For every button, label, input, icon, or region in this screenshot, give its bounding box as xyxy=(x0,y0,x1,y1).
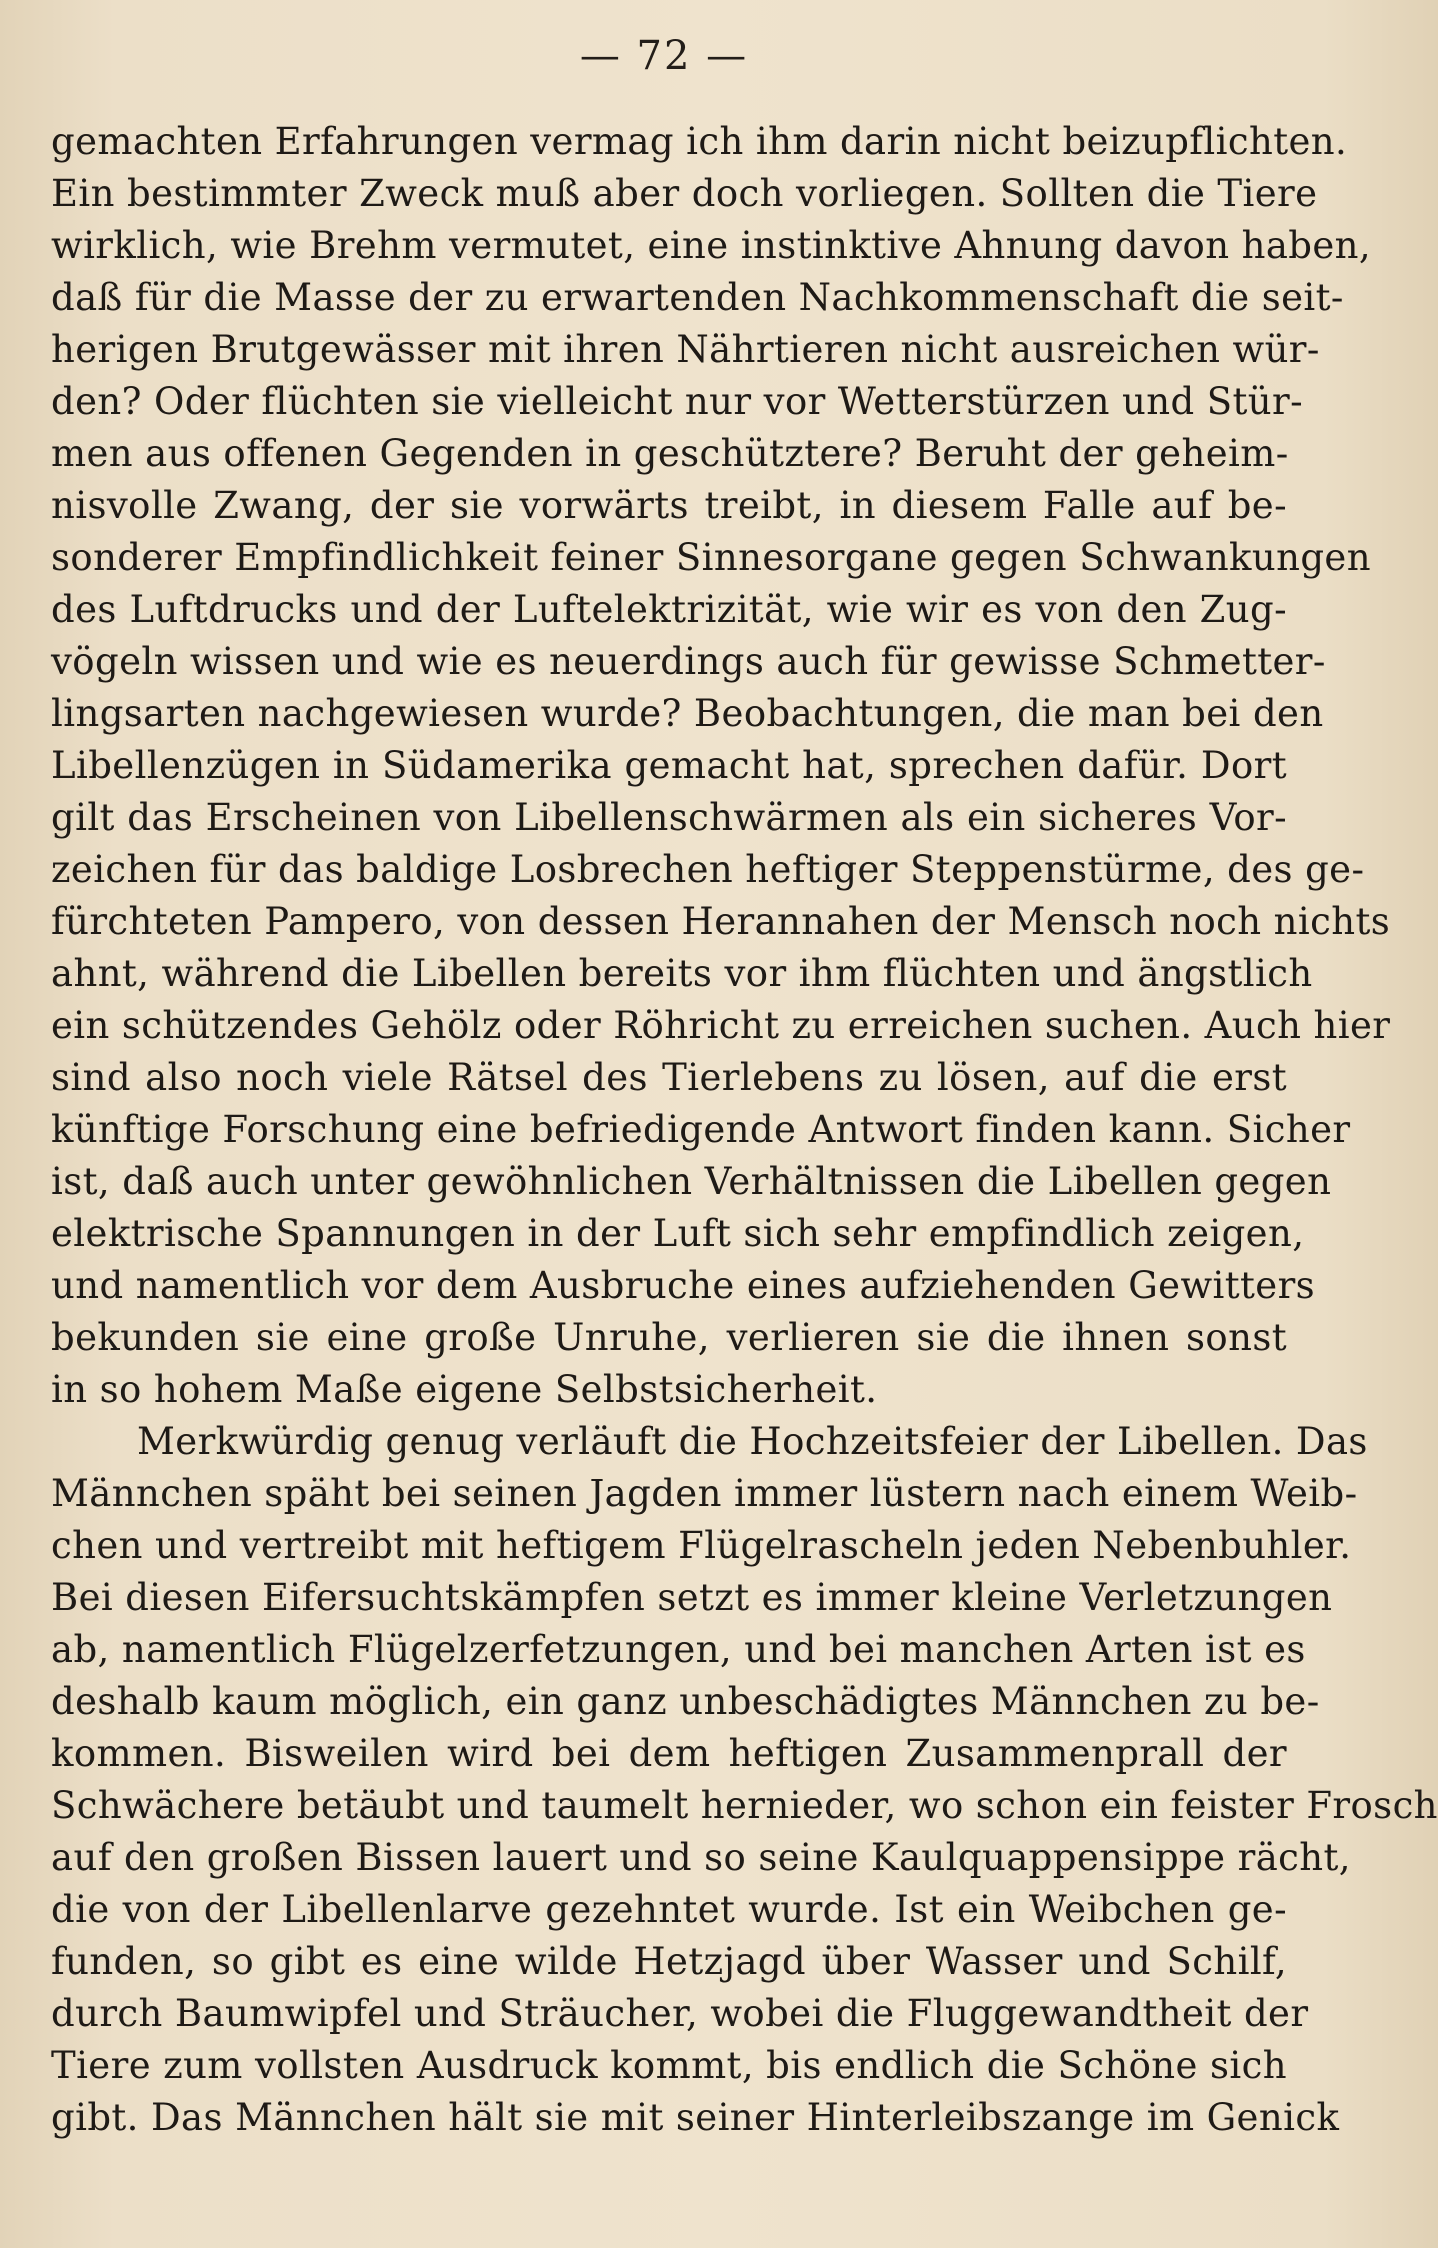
text-line: gibt. Das Männchen hält sie mit seiner Hinterleibszange im Genick xyxy=(51,2096,1340,2139)
page-number: — 72 — xyxy=(579,33,749,79)
text-line: herigen Brutgewässer mit ihren Nährtieren nicht ausreichen wür- xyxy=(51,328,1320,371)
text-line: kommen. Bisweilen wird bei dem heftigen Zusammenprall der xyxy=(51,1732,1287,1775)
paragraph-1 xyxy=(51,116,1391,1416)
text-line: auf den großen Bissen lauert und so seine Kaulquappensippe rächt, xyxy=(51,1836,1351,1879)
text-line: chen und vertreibt mit heftigem Flügelrascheln jeden Nebenbuhler. xyxy=(51,1524,1352,1567)
text-line: ist, daß auch unter gewöhnlichen Verhältnissen die Libellen gegen xyxy=(51,1160,1332,1203)
text-line: funden, so gibt es eine wilde Hetzjagd über Wasser und Schilf, xyxy=(51,1940,1287,1983)
text-line: Libellenzügen in Südamerika gemacht hat, sprechen dafür. Dort xyxy=(51,744,1287,787)
text-line: Schwächere betäubt und taumelt hernieder, wo schon ein feister Frosch xyxy=(51,1784,1438,1827)
text-line: wirklich, wie Brehm vermutet, eine instinktive Ahnung davon haben, xyxy=(51,224,1372,267)
text-line: daß für die Masse der zu erwartenden Nachkommenschaft die seit- xyxy=(51,276,1344,319)
text-line: gemachten Erfahrungen vermag ich ihm darin nicht beizupflichten. xyxy=(51,120,1348,163)
text-line: fürchteten Pampero, von dessen Herannahen der Mensch noch nichts xyxy=(51,900,1391,943)
text-line: die von der Libellenlarve gezehntet wurde. Ist ein Weibchen ge- xyxy=(51,1888,1287,1931)
text-line: durch Baumwipfel und Sträucher, wobei die Fluggewandtheit der xyxy=(51,1992,1309,2035)
text-line: deshalb kaum möglich, ein ganz unbeschädigtes Männchen zu be- xyxy=(51,1680,1320,1723)
text-line: vögeln wissen und wie es neuerdings auch für gewisse Schmetter- xyxy=(51,640,1326,683)
body-text xyxy=(51,116,1438,2144)
text-line: men aus offenen Gegenden in geschütztere? Beruht der geheim- xyxy=(51,432,1289,475)
text-line: den? Oder flüchten sie vielleicht nur vor Wetterstürzen und Stür- xyxy=(51,380,1303,423)
text-line: zeichen für das baldige Losbrechen heftiger Steppenstürme, des ge- xyxy=(51,848,1365,891)
text-line: Männchen späht bei seinen Jagden immer lüstern nach einem Weib- xyxy=(51,1472,1358,1515)
text-line: gilt das Erscheinen von Libellenschwärmen als ein sicheres Vor- xyxy=(51,796,1287,839)
text-line: Ein bestimmter Zweck muß aber doch vorliegen. Sollten die Tiere xyxy=(51,172,1318,215)
text-line: und namentlich vor dem Ausbruche eines aufziehenden Gewitters xyxy=(51,1264,1316,1307)
text-line: des Luftdrucks und der Luftelektrizität, wie wir es von den Zug- xyxy=(51,588,1287,631)
text-line: künftige Forschung eine befriedigende Antwort finden kann. Sicher xyxy=(51,1108,1351,1151)
text-line: ein schützendes Gehölz oder Röhricht zu erreichen suchen. Auch hier xyxy=(51,1004,1391,1047)
text-line: ahnt, während die Libellen bereits vor ihm flüchten und ängstlich xyxy=(51,952,1313,995)
text-line: in so hohem Maße eigene Selbstsicherheit. xyxy=(51,1368,878,1411)
text-line: ab, namentlich Flügelzerfetzungen, und bei manchen Arten ist es xyxy=(51,1628,1306,1671)
text-line: Bei diesen Eifersuchtskämpfen setzt es immer kleine Verletzungen xyxy=(51,1576,1333,1619)
text-line: elektrische Spannungen in der Luft sich sehr empfindlich zeigen, xyxy=(51,1212,1305,1255)
text-line: sind also noch viele Rätsel des Tierlebens zu lösen, auf die erst xyxy=(51,1056,1287,1099)
text-line: bekunden sie eine große Unruhe, verlieren sie die ihnen sonst xyxy=(51,1316,1287,1359)
paragraph-2 xyxy=(51,1416,1438,2144)
text-line: Tiere zum vollsten Ausdruck kommt, bis endlich die Schöne sich xyxy=(51,2044,1287,2087)
text-line: nisvolle Zwang, der sie vorwärts treibt, in diesem Falle auf be- xyxy=(51,484,1287,527)
text-line: Merkwürdig genug verläuft die Hochzeitsfeier der Libellen. Das xyxy=(137,1420,1368,1463)
text-line: sonderer Empfindlichkeit feiner Sinnesorgane gegen Schwankungen xyxy=(51,536,1371,579)
text-line: lingsarten nachgewiesen wurde? Beobachtungen, die man bei den xyxy=(51,692,1324,735)
